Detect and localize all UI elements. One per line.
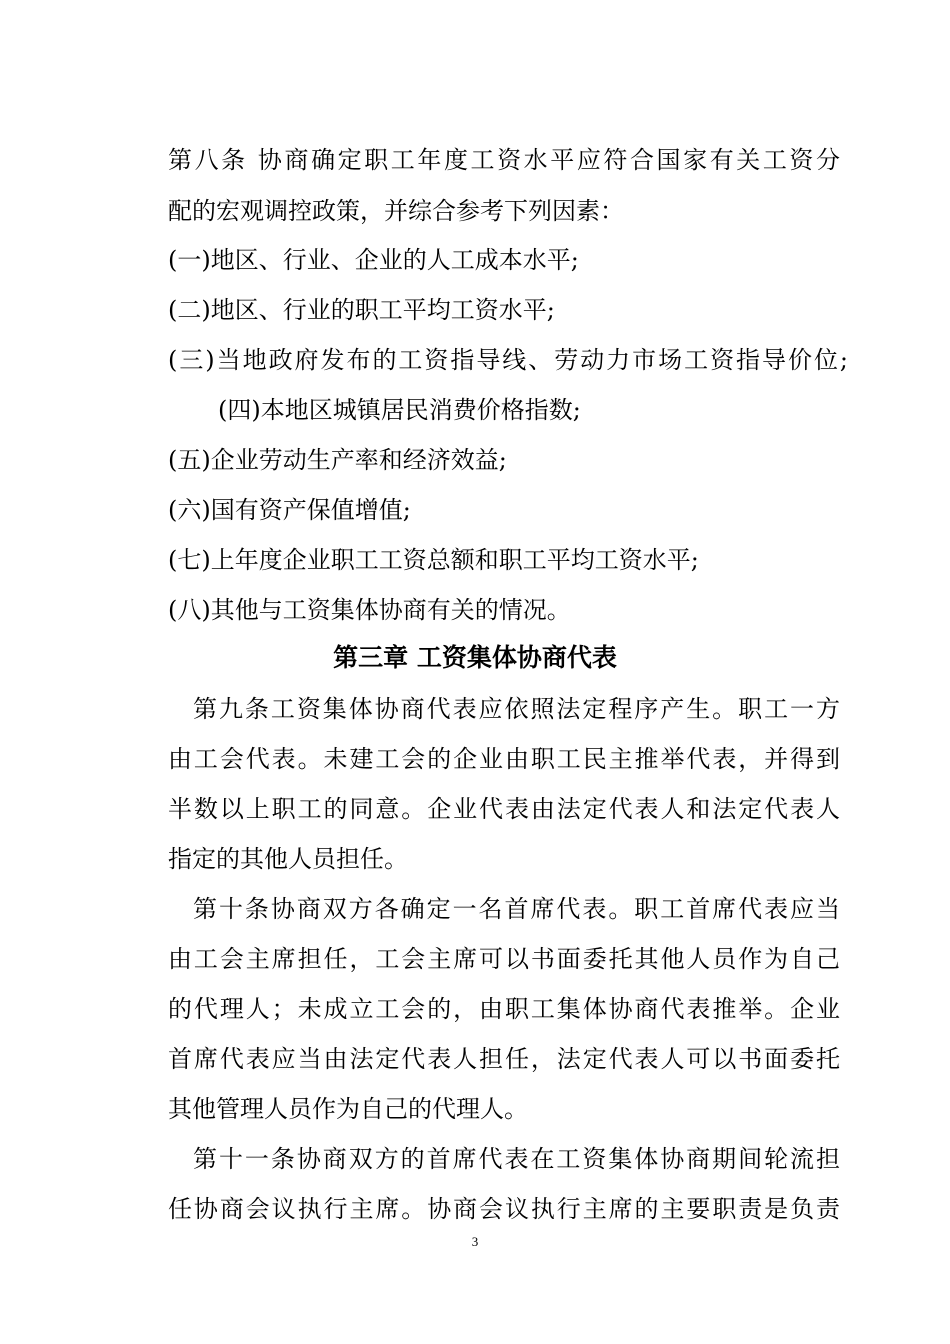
article10-line4: 首席代表应当由法定代表人担任，法定代表人可以书面委托: [168, 1045, 840, 1073]
article9-line4: 指定的其他人员担任。: [168, 845, 408, 873]
chapter-heading: 第三章 工资集体协商代表: [333, 643, 617, 672]
article8-item-3: (三)当地政府发布的工资指导线、劳动力市场工资指导价位;: [168, 346, 848, 374]
article11-line1: 第十一条协商双方的首席代表在工资集体协商期间轮流担: [193, 1145, 840, 1173]
article8-item-7: (七)上年度企业职工工资总额和职工平均工资水平;: [168, 546, 699, 574]
article10-line2: 由工会主席担任，工会主席可以书面委托其他人员作为自己: [168, 945, 840, 973]
article8-item-2: (二)地区、行业的职工平均工资水平;: [168, 296, 555, 324]
article9-line3: 半数以上职工的同意。企业代表由法定代表人和法定代表人: [168, 795, 840, 823]
article8-item-5: (五)企业劳动生产率和经济效益;: [168, 446, 507, 474]
article8-line1: 第八条 协商确定职工年度工资水平应符合国家有关工资分: [168, 146, 840, 174]
article8-item-8: (八)其他与工资集体协商有关的情况。: [168, 596, 571, 624]
page-number: 3: [471, 1234, 479, 1249]
article9-line2: 由工会代表。未建工会的企业由职工民主推举代表，并得到: [168, 745, 840, 773]
article8-item-4: (四)本地区城镇居民消费价格指数;: [218, 396, 581, 424]
article10-line1: 第十条协商双方各确定一名首席代表。职工首席代表应当: [193, 895, 840, 923]
article8-line2: 配的宏观调控政策，并综合参考下列因素：: [168, 197, 624, 225]
article10-line3: 的代理人；未成立工会的，由职工集体协商代表推举。企业: [168, 995, 840, 1023]
article8-item-6: (六)国有资产保值增值;: [168, 496, 411, 524]
article9-line1: 第九条工资集体协商代表应依照法定程序产生。职工一方: [193, 695, 840, 723]
article11-line2: 任协商会议执行主席。协商会议执行主席的主要职责是负责: [168, 1195, 840, 1223]
article10-line5: 其他管理人员作为自己的代理人。: [168, 1095, 528, 1123]
article8-item-1: (一)地区、行业、企业的人工成本水平;: [168, 246, 579, 274]
